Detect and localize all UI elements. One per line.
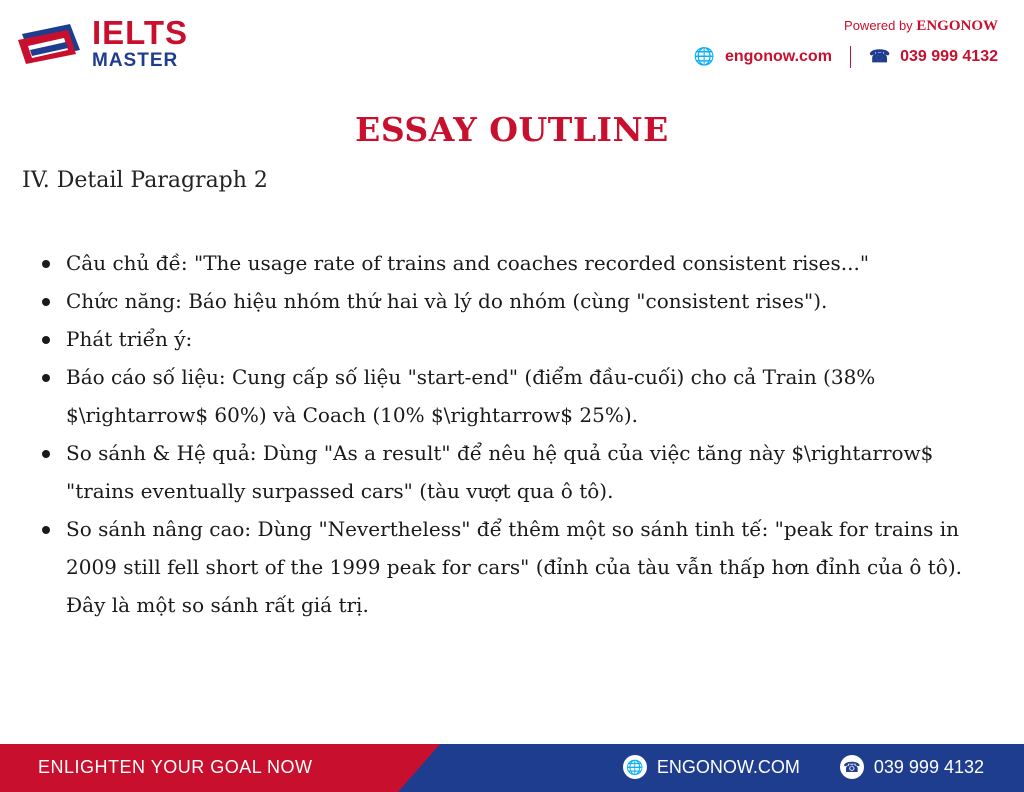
footer-slogan: ENLIGHTEN YOUR GOAL NOW	[38, 757, 313, 777]
header-divider	[850, 46, 851, 68]
list-item: Báo cáo số liệu: Cung cấp số liệu "start-end" (điểm đầu-cuối) cho cả Train (38% $\rightarrow$ 60%) và Coach (10% $\rightarrow$ 25%).	[40, 358, 1000, 434]
powered-by-brand: ENGONOW	[916, 18, 998, 34]
footer-website-link[interactable]: ENGONOW.COM	[656, 756, 800, 777]
phone-icon: ☎	[868, 47, 891, 66]
ielts-master-logo	[18, 14, 188, 74]
powered-by-prefix: Powered by	[844, 18, 913, 33]
list-item: So sánh & Hệ quả: Dùng "As a result" để nêu hệ quả của việc tăng này $\rightarrow$ "trains eventually surpassed cars" (tàu vượt qua ô tô).	[40, 434, 1000, 510]
globe-icon: 🌐	[623, 755, 647, 779]
globe-icon: 🌐	[693, 47, 715, 66]
header-phone[interactable]: 039 999 4132	[900, 48, 998, 65]
list-item: Câu chủ đề: "The usage rate of trains and coaches recorded consistent rises..."	[40, 244, 1000, 282]
powered-by	[844, 18, 998, 35]
outline-list	[40, 244, 1000, 624]
header-contact	[694, 46, 998, 68]
header-website-link[interactable]: engonow.com	[724, 48, 832, 65]
section-heading: IV. Detail Paragraph 2	[22, 168, 268, 193]
footer-bar	[0, 744, 1024, 792]
footer-contact	[623, 755, 984, 779]
logo-ielts-text: IELTS	[92, 14, 189, 51]
footer-phone[interactable]: 039 999 4132	[873, 756, 984, 777]
list-item: So sánh nâng cao: Dùng "Nevertheless" để thêm một so sánh tinh tế: "peak for trains in 2009 still fell short of the 1999 peak for cars" (đỉnh của tàu vẫn thấp hơn đỉnh của ô tô). Đây là một so sánh rất giá trị.	[40, 510, 1000, 624]
list-item: Phát triển ý:	[40, 320, 1000, 358]
logo-master-text: MASTER	[92, 50, 179, 71]
logo-mark-icon	[18, 20, 88, 72]
page-title: ESSAY OUTLINE	[355, 110, 669, 149]
phone-icon: ☎	[840, 755, 864, 779]
list-item: Chức năng: Báo hiệu nhóm thứ hai và lý do nhóm (cùng "consistent rises").	[40, 282, 1000, 320]
